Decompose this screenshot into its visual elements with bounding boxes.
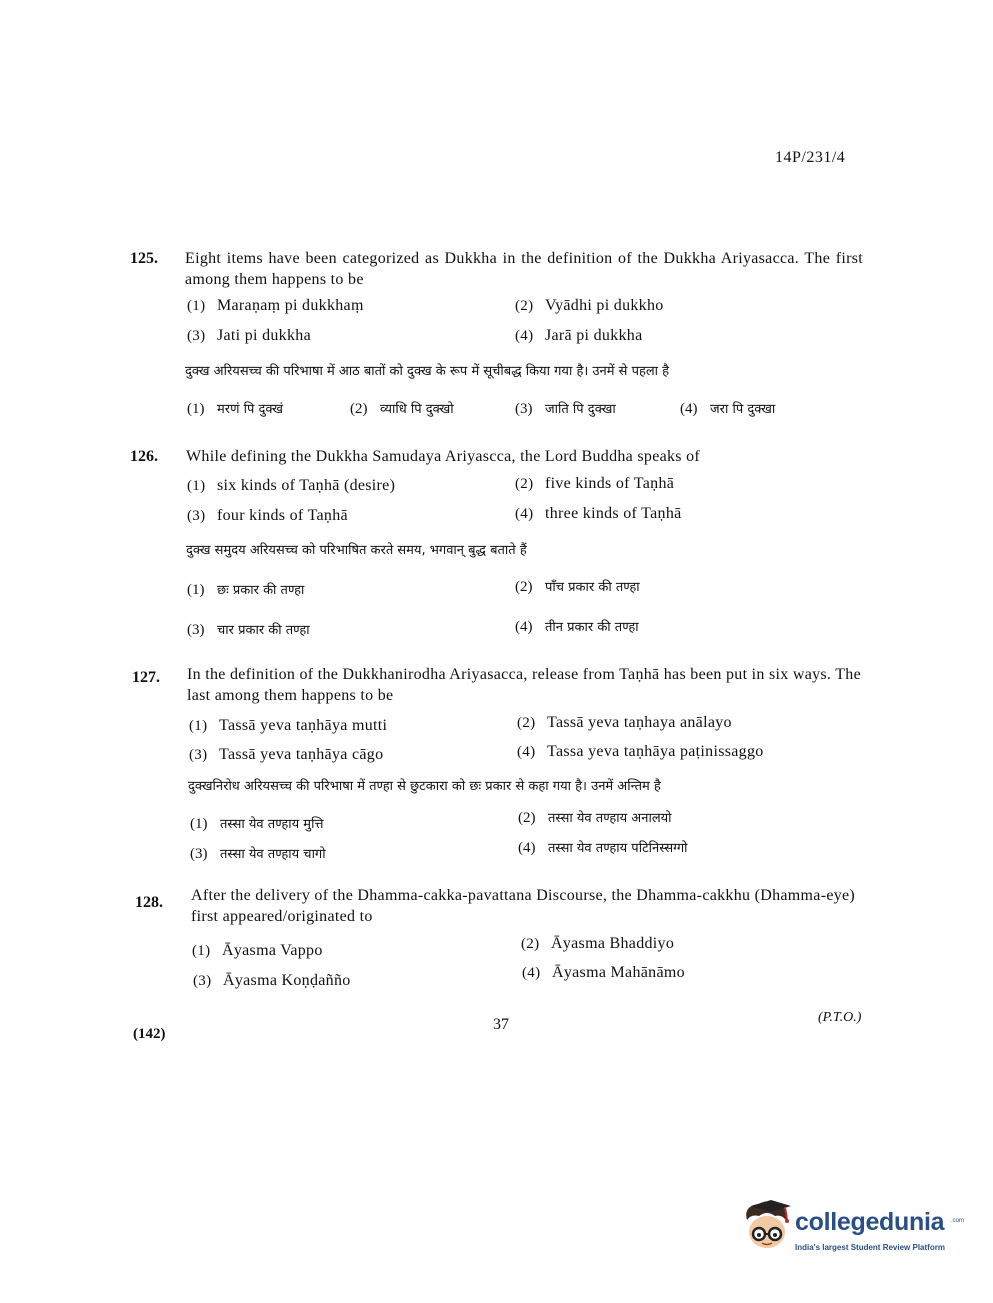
option-3: (3) Āyasma Koṇḍañño [193, 972, 351, 989]
hindi-option-3: (3) चार प्रकार की तण्हा [187, 622, 310, 638]
option-1: (1) Āyasma Vappo [192, 942, 323, 959]
option-4: (4) Jarā pi dukkha [515, 327, 643, 344]
question-text: While defining the Dukkha Samudaya Ariyascca, the Lord Buddha speaks of [186, 448, 701, 465]
hindi-option-4: (4) तीन प्रकार की तण्हा [515, 619, 639, 635]
hindi-option-4: (4) जरा पि दुक्खा [680, 401, 776, 417]
hindi-option-1: (1) मरणं पि दुक्खं [187, 401, 284, 417]
question-text: After the delivery of the Dhamma-cakka-pavattana Discourse, the Dhamma-cakkhu (Dhamma-eye) first appeared/originated to [191, 887, 856, 925]
option-2: (2) five kinds of Taṇhā [515, 475, 675, 492]
hindi-option-4: (4) तस्सा येव तण्हाय पटिनिस्सग्गो [518, 840, 688, 856]
hindi-question-text: दुक्ख समुदय अरियसच्च को परिभाषित करते समय, भगवान् बुद्ध बताते हैं [186, 543, 527, 558]
option-4: (4) Āyasma Mahānāmo [522, 964, 685, 981]
logo-name: collegedunia [795, 1208, 945, 1236]
question-number: 127. [132, 669, 160, 686]
option-1: (1) Maraṇaṃ pi dukkhaṃ [187, 297, 364, 314]
option-3: (3) Jati pi dukkha [187, 327, 311, 344]
hindi-question-text: दुक्ख अरियसच्च की परिभाषा में आठ बातों को दुक्ख के रूप में सूचीबद्ध किया गया है। उनमें से पहला है [185, 364, 670, 379]
option-2: (2) Āyasma Bhaddiyo [521, 935, 675, 952]
option-3: (3) Tassā yeva taṇhāya cāgo [189, 746, 384, 763]
hindi-option-2: (2) पाँच प्रकार की तण्हा [515, 579, 640, 595]
hindi-option-3: (3) तस्सा येव तण्हाय चागो [190, 846, 326, 862]
option-4: (4) three kinds of Taṇhā [515, 505, 682, 522]
option-1: (1) Tassā yeva taṇhāya mutti [189, 717, 388, 734]
hindi-question-text: दुक्खनिरोध अरियसच्च की परिभाषा में तण्हा से छुटकारा को छः प्रकार से कहा गया है। उनमें अन्तिम है [188, 779, 661, 794]
hindi-option-1: (1) तस्सा येव तण्हाय मुत्ति [190, 816, 324, 832]
pto-note: (P.T.O.) [818, 1010, 862, 1025]
hindi-option-3: (3) जाति पि दुक्खा [515, 401, 616, 417]
hindi-option-2: (2) व्याधि पि दुक्खो [350, 401, 454, 417]
page-number: 37 [493, 1016, 509, 1033]
logo-tagline: India's largest Student Review Platform [795, 1243, 945, 1252]
hindi-option-1: (1) छः प्रकार की तण्हा [187, 582, 305, 598]
question-number: 128. [135, 894, 163, 911]
mascot-icon [737, 1198, 795, 1264]
option-2: (2) Tassā yeva taṇhaya anālayo [517, 714, 732, 731]
footer-code: (142) [133, 1026, 166, 1042]
question-number: 126. [130, 448, 158, 465]
hindi-option-2: (2) तस्सा येव तण्हाय अनालयो [518, 810, 672, 826]
question-text: Eight items have been categorized as Dukkha in the definition of the Dukkha Ariyasacca. The first among them happens to be [185, 250, 863, 288]
option-3: (3) four kinds of Taṇhā [187, 507, 348, 524]
paper-code: 14P/231/4 [775, 149, 846, 166]
option-4: (4) Tassa yeva taṇhāya paṭinissaggo [517, 743, 764, 760]
question-text: In the definition of the Dukkhanirodha Ariyasacca, release from Taṇhā has been put in six ways. The last among them happens to be [187, 666, 862, 704]
collegedunia-logo [737, 1198, 965, 1264]
question-number: 125. [130, 250, 158, 267]
option-2: (2) Vyādhi pi dukkho [515, 297, 664, 314]
logo-suffix: .com [951, 1218, 965, 1224]
option-1: (1) six kinds of Taṇhā (desire) [187, 477, 396, 494]
